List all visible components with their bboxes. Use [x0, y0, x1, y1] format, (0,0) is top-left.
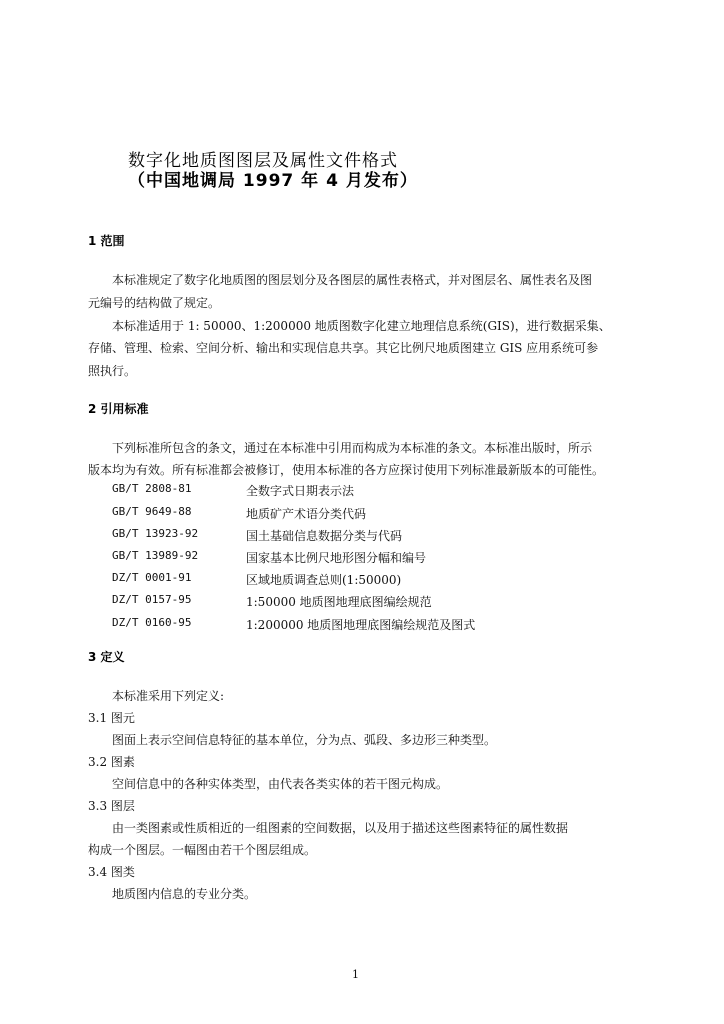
standard-name: 1:50000 地质图地理底图编绘规范: [246, 595, 432, 609]
standard-code: GB/T 2808-81: [112, 482, 192, 495]
section-2-heading: 2 引用标准: [88, 402, 149, 416]
standard-code: DZ/T 0160-95: [112, 616, 192, 629]
page-number: 1: [352, 968, 359, 981]
section-2-para-line1: 下列标准所包含的条文，通过在本标准中引用而构成为本标准的条文。本标准出版时，所示: [112, 441, 593, 455]
definition-term: 3.3 图层: [88, 799, 135, 813]
section-1-para2-line3: 照执行。: [88, 364, 137, 378]
section-2-para-line2: 版本均为有效。所有标准都会被修订，使用本标准的各方应探讨使用下列标准最新版本的可能性。: [88, 463, 605, 477]
definition-text: 图面上表示空间信息特征的基本单位，分为点、弧段、多边形三种类型。: [112, 733, 497, 747]
standard-code: GB/T 13923-92: [112, 527, 199, 540]
document-title: 数字化地质图图层及属性文件格式: [128, 151, 398, 171]
document-subtitle: （中国地调局 1997 年 4 月发布）: [128, 171, 418, 191]
standard-name: 国家基本比例尺地形图分幅和编号: [246, 551, 427, 565]
section-1-para1-line2: 元编号的结构做了规定。: [88, 296, 221, 310]
standard-code: GB/T 9649-88: [112, 505, 192, 518]
standard-name: 1:200000 地质图地理底图编绘规范及图式: [246, 618, 476, 632]
section-1-para2-line2: 存储、管理、检索、空间分析、输出和实现信息共享。其它比例尺地质图建立 GIS 应用系统可参: [88, 341, 599, 355]
definition-text: 由一类图素或性质相近的一组图素的空间数据，以及用于描述这些图素特征的属性数据: [112, 821, 569, 835]
section-3-heading: 3 定义: [88, 650, 125, 664]
definition-term: 3.1 图元: [88, 711, 135, 725]
standard-code: DZ/T 0157-95: [112, 593, 192, 606]
section-1-para2-line1: 本标准适用于 1: 50000、1:200000 地质图数字化建立地理信息系统(GIS)，进行数据采集、: [112, 319, 611, 333]
section-1-para1-line1: 本标准规定了数字化地质图的图层划分及各图层的属性表格式，并对图层名、属性表名及图: [112, 273, 593, 287]
standard-code: DZ/T 0001-91: [112, 571, 192, 584]
definition-text: 空间信息中的各种实体类型，由代表各类实体的若干图元构成。: [112, 777, 449, 791]
standard-code: GB/T 13989-92: [112, 549, 199, 562]
definition-term: 3.2 图素: [88, 755, 135, 769]
section-1-heading: 1 范围: [88, 234, 125, 248]
standard-name: 全数字式日期表示法: [246, 484, 355, 498]
standard-name: 区域地质调查总则(1:50000): [246, 573, 402, 587]
standard-name: 国土基础信息数据分类与代码: [246, 529, 403, 543]
standard-name: 地质矿产术语分类代码: [246, 507, 367, 521]
section-3-intro: 本标准采用下列定义:: [112, 689, 225, 703]
definition-text: 地质图内信息的专业分类。: [112, 887, 257, 901]
definition-term: 3.4 图类: [88, 865, 135, 879]
definition-text-continuation: 构成一个图层。一幅图由若干个图层组成。: [88, 843, 317, 857]
